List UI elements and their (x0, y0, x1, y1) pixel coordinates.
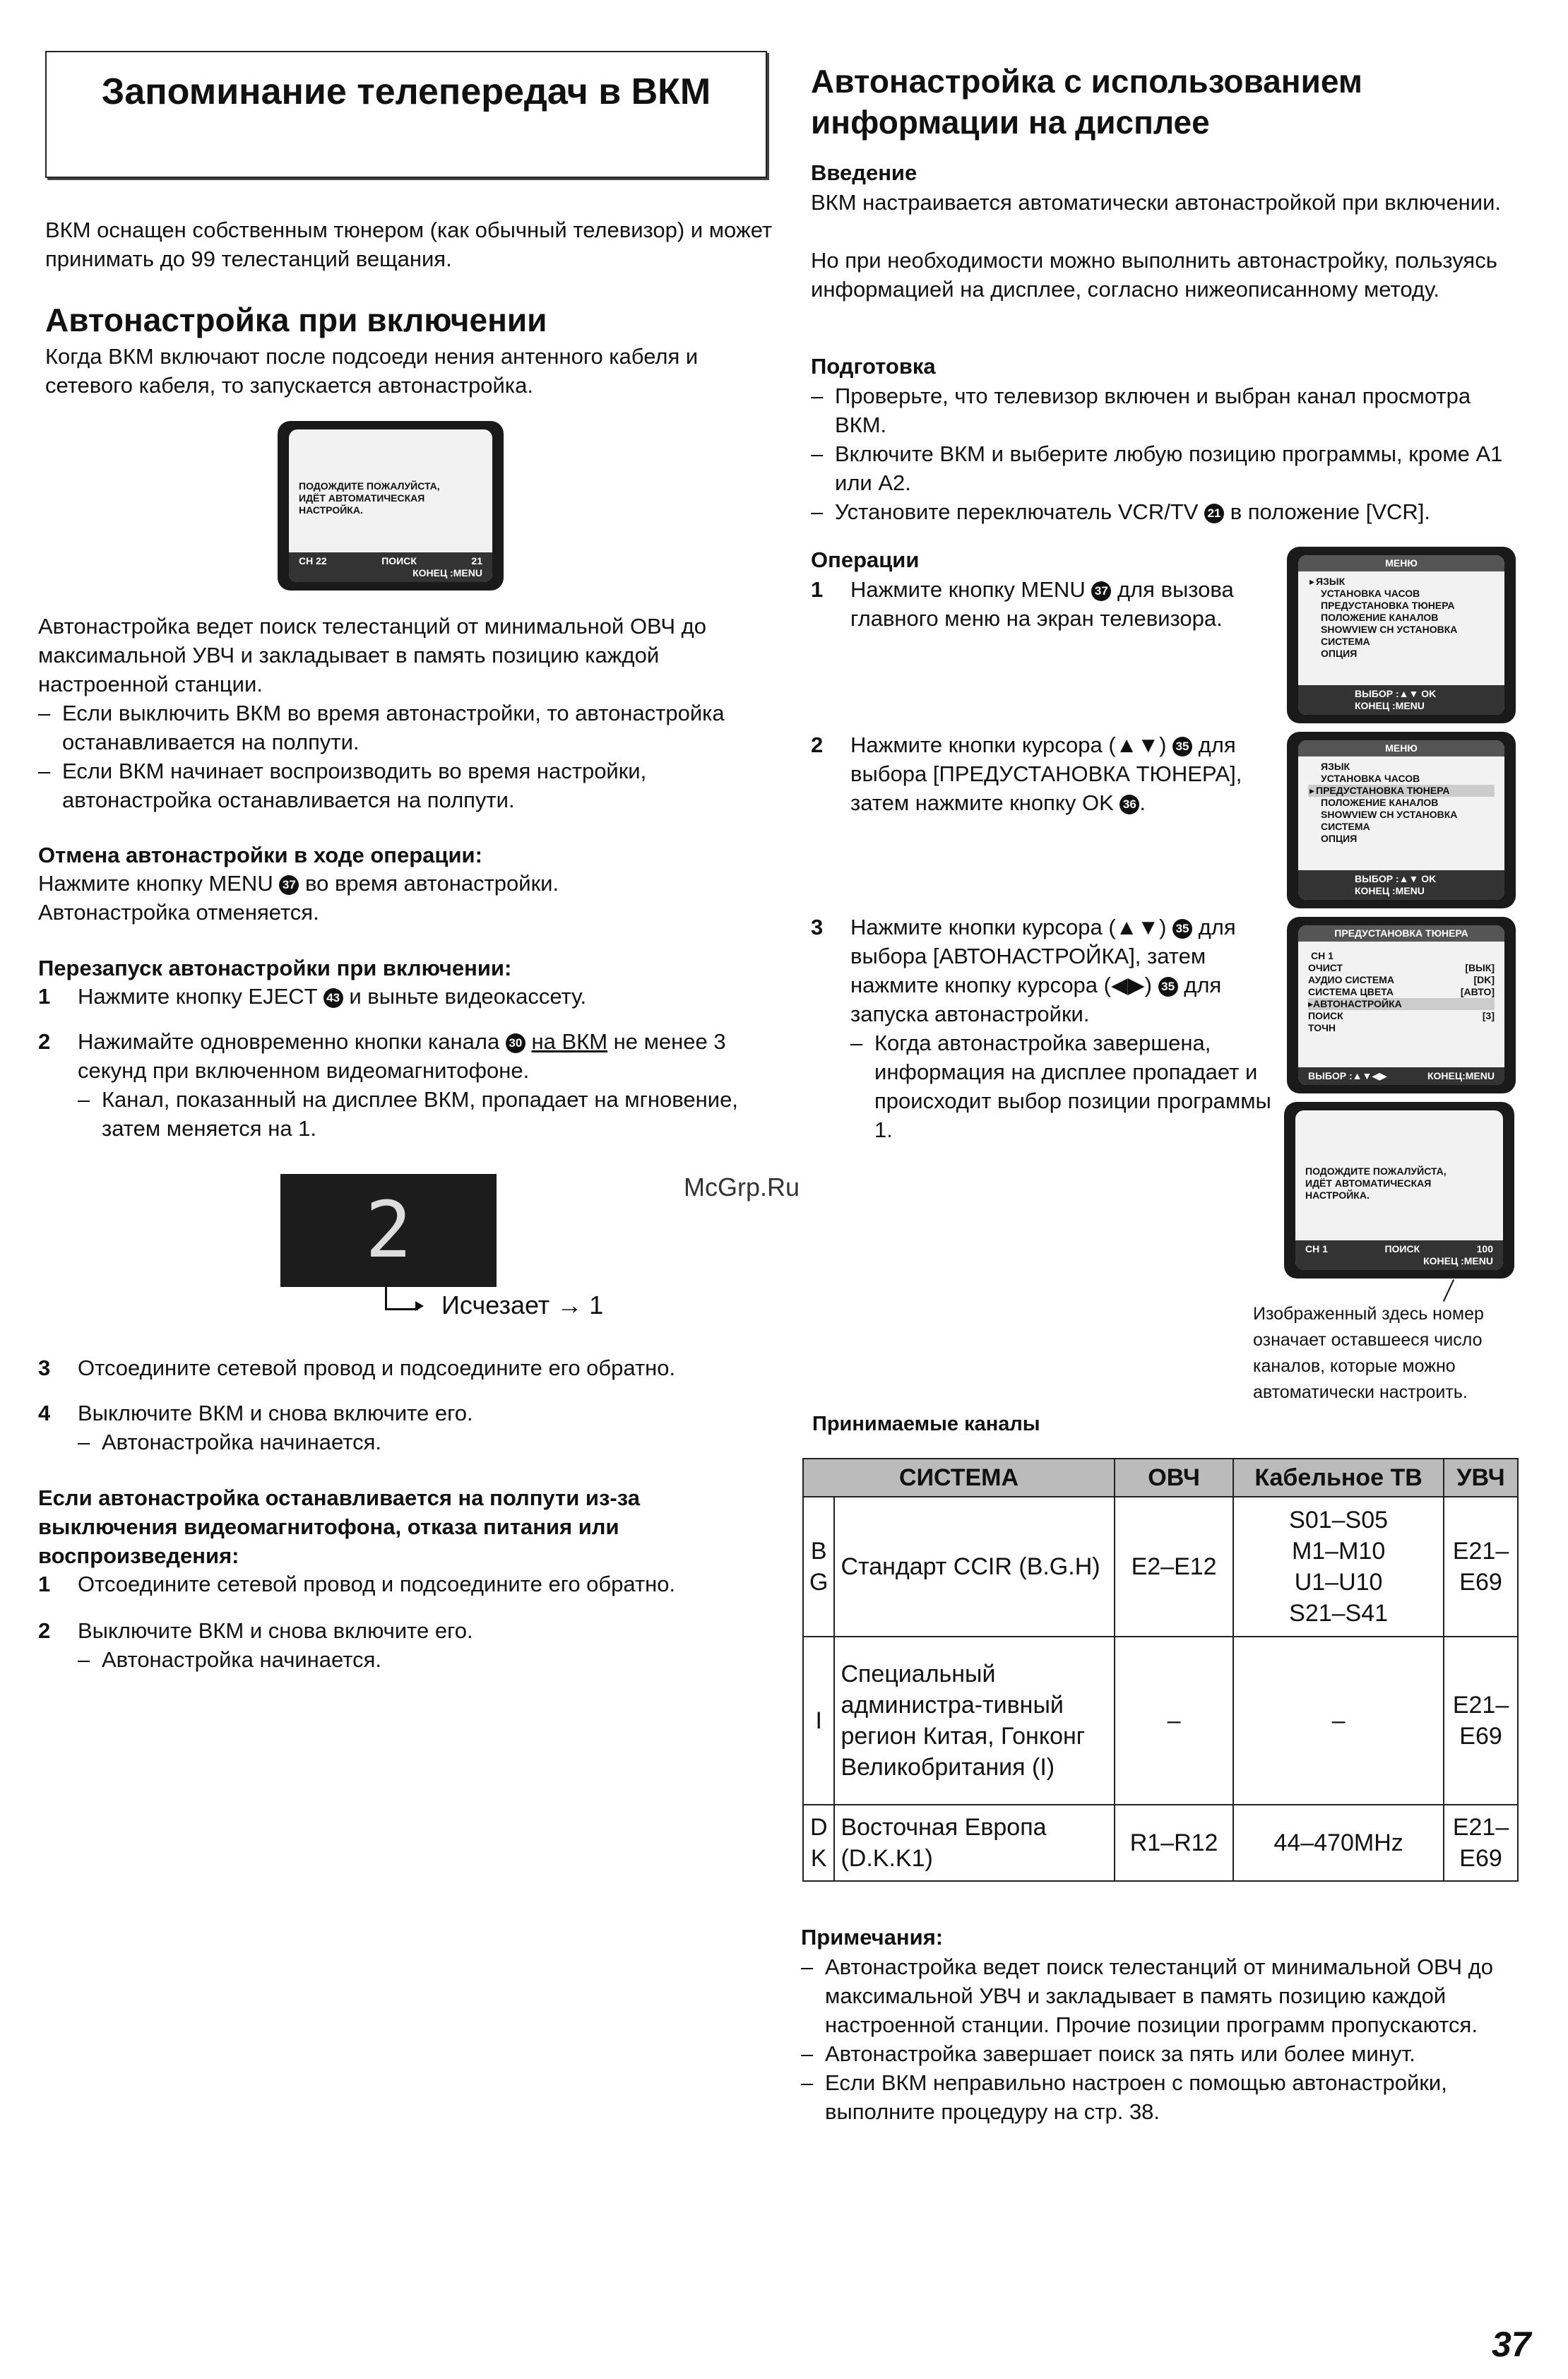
table-cell-cable: S01–S05 M1–M10 U1–U10 S21–S41 (1233, 1497, 1444, 1637)
menu-item: SHOWVIEW CH УСТАНОВКА (1321, 624, 1458, 635)
step-underline: на ВКМ (531, 1029, 608, 1054)
tv-screen-content (1298, 555, 1504, 715)
step-text-b: для вызова главного меню на экран телевизора. (850, 577, 1234, 631)
vcr-display (280, 1174, 497, 1287)
step-text-a: Нажмите кнопку EJECT (78, 984, 318, 1009)
menu-header: ПРЕДУСТАНОВКА ТЮНЕРА (1298, 925, 1504, 942)
step-text-a: Нажмите кнопки курсора (▲▼) (850, 732, 1167, 757)
menu-header: МЕНЮ (1298, 740, 1504, 757)
bullet-text: Проверьте, что телевизор включен и выбран канал просмотра ВКМ. (835, 384, 1471, 437)
prep-title: Подготовка (811, 354, 936, 379)
menu-footer-end: КОНЕЦ :MENU (1355, 700, 1425, 711)
op-step-1 (811, 575, 1277, 633)
menu-item: ▸ ПРЕДУСТАНОВКА ТЮНЕРА (1308, 785, 1495, 797)
pointer-line-icon (1443, 1279, 1454, 1302)
bullet-text-b: в положение [VCR]. (1230, 499, 1431, 524)
table-cell-vhf: – (1115, 1637, 1233, 1805)
cancel-text-b: во время автонастройки. (304, 871, 559, 896)
table-cell-system: Специальный администра-тивный регион Китая, Гонконг Великобритания (I) (834, 1637, 1115, 1805)
step-number: 1 (38, 1572, 51, 1596)
screen-end: КОНЕЦ :MENU (1423, 1255, 1493, 1266)
bullet-item: – Если выключить ВКМ во время автонастройки, то автонастройка останавливается на полпути. (38, 699, 773, 757)
screen-line: ИДЁТ АВТОМАТИЧЕСКАЯ (1305, 1177, 1432, 1189)
menu-footer-select: ВЫБОР :▲▼ OK (1355, 873, 1437, 884)
menu-footer-end: КОНЕЦ:MENU (1427, 1070, 1495, 1081)
step-number: 3 (811, 915, 824, 939)
menu-item: ОПЦИЯ (1321, 648, 1358, 659)
table-cell-code: B G (803, 1497, 834, 1637)
intro-text-2: Но при необходимости можно выполнить автонастройку, пользуясь информацией на дисплее, согласно нижеописанному методу. (811, 248, 1497, 302)
channel-button-icon: 30 (506, 1033, 525, 1053)
step-number: 3 (38, 1355, 51, 1380)
menu-item: ЯЗЫК (1321, 761, 1350, 772)
screen-line: НАСТРОЙКА. (299, 504, 363, 516)
tv-menu-screen-1 (1287, 547, 1516, 723)
table-cell-system: Стандарт CCIR (B.G.H) (834, 1497, 1115, 1637)
tv-tuner-preset-screen (1287, 917, 1516, 1093)
table-cell-system: Восточная Европа (D.K.K1) (834, 1805, 1115, 1881)
table-cell-cable: 44–470MHz (1233, 1805, 1444, 1881)
menu-row-value: [ВЫК] (1465, 962, 1495, 973)
restart-step-1 (38, 982, 773, 1011)
table-cell-vhf: R1–R12 (1115, 1805, 1233, 1881)
screen-status-bar (1295, 1240, 1503, 1270)
step-text: Отсоедините сетевой провод и подсоедините его обратно. (78, 1355, 676, 1380)
table-cell-uhf: E21–E69 (1444, 1497, 1518, 1637)
menu-item: ПОЛОЖЕНИЕ КАНАЛОВ (1321, 797, 1439, 808)
right-title: Автонастройка с использованием информации на дисплее (811, 63, 1362, 141)
screen-count: 21 (471, 555, 482, 566)
notes-list (801, 1952, 1514, 2126)
screen-line: ИДЁТ АВТОМАТИЧЕСКАЯ (299, 492, 425, 504)
section-title-autotune-on: Автонастройка при включении (45, 302, 547, 338)
bullet-text: Включите ВКМ и выберите любую позицию программы, кроме A1 или A2. (835, 441, 1503, 495)
menu-header: МЕНЮ (1298, 555, 1504, 571)
menu-footer-select: ВЫБОР :▲▼◀▶ (1308, 1070, 1387, 1081)
menu-row-value: [3] (1482, 1010, 1495, 1021)
display-arrow-icon (385, 1287, 418, 1310)
table-cell-vhf: E2–E12 (1115, 1497, 1233, 1637)
cancel-title: Отмена автонастройки в ходе операции: (38, 843, 482, 867)
page-title: Запоминание телепередач в ВКМ (101, 71, 711, 112)
cursor-button-icon: 35 (1172, 919, 1192, 939)
menu-channel: CH 1 (1311, 950, 1334, 961)
menu-item: ▸ ЯЗЫК (1308, 576, 1495, 588)
display-arrow-head-icon (415, 1301, 424, 1311)
menu-row-selected: ▸АВТОНАСТРОЙКА (1308, 998, 1495, 1010)
restart-step-2 (38, 1027, 773, 1143)
step-text-a: Нажмите кнопку MENU (850, 577, 1086, 602)
screen-line: НАСТРОЙКА. (1305, 1190, 1370, 1201)
menu-row-label: ОЧИСТ (1308, 962, 1343, 973)
menu-row (1308, 1010, 1495, 1022)
menu-item: SHOWVIEW CH УСТАНОВКА (1321, 809, 1458, 820)
table-row (803, 1637, 1518, 1805)
tv-screen-content (289, 429, 492, 582)
menu-item: УСТАНОВКА ЧАСОВ (1321, 588, 1420, 599)
stop-step-1 (38, 1570, 773, 1598)
step-number: 2 (38, 1029, 51, 1054)
menu-row (1308, 1022, 1495, 1034)
bullet-item: – Автонастройка начинается. (78, 1428, 473, 1457)
menu-button-icon: 37 (1091, 581, 1111, 601)
screen-channel: CH 22 (299, 555, 327, 566)
step-text-b: для выбора [ПРЕДУСТАНОВКА ТЮНЕРА], затем нажмите кнопку OK (850, 732, 1242, 815)
screen-line: ПОДОЖДИТЕ ПОЖАЛУЙСТА, (299, 480, 440, 492)
step-text-b: для выбора [АВТОНАСТРОЙКА], затем нажмите кнопку курсора (◀▶) (850, 915, 1236, 997)
note-item: – Если ВКМ неправильно настроен с помощью автонастройки, выполните процедуру на стр. 38. (801, 2068, 1514, 2126)
note-text: Автонастройка завершает поиск за пять или более минут. (825, 2041, 1415, 2066)
menu-item: СИСТЕМА (1321, 636, 1370, 647)
section-text-autotune-on: Когда ВКМ включают после подсоеди нения антенного кабеля и сетевого кабеля, то запускается автонастройка. (45, 344, 699, 398)
bullet-text: Автонастройка начинается. (102, 1647, 381, 1672)
menu-item: ОПЦИЯ (1321, 833, 1358, 844)
menu-row (1308, 962, 1495, 974)
stop-step-2 (38, 1616, 773, 1674)
table-header: СИСТЕМА (803, 1459, 1115, 1497)
bullet-text-a: Установите переключатель VCR/TV (835, 499, 1199, 524)
menu-item: ПОЛОЖЕНИЕ КАНАЛОВ (1321, 612, 1439, 623)
notes-title: Примечания: (801, 1925, 944, 1950)
screen-search: ПОИСК (1384, 1243, 1420, 1254)
table-title: Принимаемые каналы (812, 1413, 1040, 1435)
note-item: – Автонастройка ведет поиск телестанций от минимальной ОВЧ до максимальной УВЧ и закладывает в память позицию каждой настроенной станции. Прочие позиции программ пропускаются. (801, 1952, 1514, 2039)
menu-row-label: АВТОНАСТРОЙКА (1313, 998, 1402, 1009)
bullet-text: Если ВКМ начинает воспроизводить во время настройки, автонастройка останавливается на полпути. (62, 759, 647, 812)
display-caption: Исчезает → 1 (441, 1291, 604, 1319)
menu-footer (1298, 870, 1504, 900)
cancel-text-c: Автонастройка отменяется. (38, 900, 319, 925)
intro-text-1: ВКМ настраивается автоматически автонастройкой при включении. (811, 190, 1502, 215)
note-text: Автонастройка ведет поиск телестанций от минимальной ОВЧ до максимальной УВЧ и закладывает в память позицию каждой настроенной станции. Прочие позиции программ пропускаются. (825, 1954, 1493, 2037)
menu-row (1308, 974, 1495, 986)
screen-channel: CH 1 (1305, 1243, 1328, 1254)
ok-button-icon: 36 (1119, 795, 1139, 814)
screen-status-bar (289, 552, 492, 582)
menu-button-icon: 37 (279, 875, 299, 895)
table-row (803, 1805, 1518, 1881)
menu-footer-end: КОНЕЦ :MENU (1355, 885, 1425, 896)
step-text-a: Нажмите кнопки курсора (▲▼) (850, 915, 1167, 939)
step-text: Отсоедините сетевой провод и подсоедините его обратно. (78, 1572, 676, 1596)
step-number: 1 (38, 984, 51, 1009)
prep-list (811, 381, 1524, 526)
cursor-button-icon: 35 (1172, 737, 1192, 757)
screen-count: 100 (1476, 1243, 1493, 1254)
op-step-2: 2 Нажмите кнопки курсора (▲▼) 35 для выбора [ПРЕДУСТАНОВКА ТЮНЕРА], затем нажмите кнопку OK 36 . (811, 730, 1277, 817)
bullet-text: Если выключить ВКМ во время автонастройки, то автонастройка останавливается на полпути. (62, 701, 725, 754)
note-item: – Автонастройка завершает поиск за пять или более минут. (801, 2039, 1514, 2068)
table-cell-uhf: E21–E69 (1444, 1637, 1518, 1805)
step-number: 2 (38, 1618, 51, 1643)
note-text: Если ВКМ неправильно настроен с помощью автонастройки, выполните процедуру на стр. 38. (825, 2070, 1447, 2124)
menu-footer-select: ВЫБОР :▲▼ OK (1355, 688, 1437, 699)
table-cell-code: I (803, 1637, 834, 1805)
eject-button-icon: 43 (323, 988, 343, 1008)
menu-row-label: АУДИО СИСТЕМА (1308, 974, 1394, 985)
page-number: 37 (1492, 2325, 1531, 2364)
ops-title: Операции (811, 547, 920, 572)
bullet-list-autotune (38, 699, 773, 814)
step-number: 1 (811, 577, 824, 602)
menu-row-label: СИСТЕМА ЦВЕТА (1308, 986, 1394, 997)
step-text-c: для запуска автонастройки. (850, 973, 1222, 1026)
screen-search: ПОИСК (381, 555, 417, 566)
bullet-text: Канал, показанный на дисплее ВКМ, пропадает на мгновение, затем меняется на 1. (102, 1087, 738, 1141)
table-header-row (803, 1459, 1518, 1497)
tv-screen-content (1298, 740, 1504, 900)
restart-step-4 (38, 1399, 773, 1457)
menu-row-value: [АВТО] (1460, 986, 1495, 997)
step-text-b: не менее 3 секунд при включенном видеомагнитофоне. (78, 1029, 726, 1083)
table-cell-code: D K (803, 1805, 834, 1881)
table-cell-cable: – (1233, 1637, 1444, 1805)
table-row (803, 1497, 1518, 1637)
bullet-item: – Установите переключатель VCR/TV 21 в положение [VCR]. (811, 499, 1431, 524)
bullet-item: – Если ВКМ начинает воспроизводить во время настройки, автонастройка останавливается на полпути. (38, 757, 773, 814)
menu-row (1308, 986, 1495, 998)
table-header: Кабельное ТВ (1233, 1459, 1444, 1497)
bullet-item: – Когда автонастройка завершена, информация на дисплее пропадает и происходит выбор позиции программы 1. (850, 1028, 1277, 1144)
step-text: Выключите ВКМ и снова включите его. (78, 1401, 473, 1425)
menu-item: ПРЕДУСТАНОВКА ТЮНЕРА (1321, 600, 1455, 611)
intro-paragraph: ВКМ оснащен собственным тюнером (как обычный телевизор) и может принимать до 99 телестанций вещания. (45, 218, 773, 271)
table-header: УВЧ (1444, 1459, 1518, 1497)
intro-title: Введение (811, 160, 917, 185)
vcr-tv-switch-icon: 21 (1204, 504, 1224, 523)
menu-row-label: ТОЧН (1308, 1022, 1336, 1033)
menu-item: УСТАНОВКА ЧАСОВ (1321, 773, 1420, 784)
op-step-3 (811, 913, 1277, 1144)
para-autotune-range: Автонастройка ведет поиск телестанций от минимальной ОВЧ до максимальной УВЧ и закладывает в память позицию каждой настроенной станции. (38, 614, 706, 696)
table-cell-uhf: E21–E69 (1444, 1805, 1518, 1881)
cancel-text (38, 869, 773, 927)
restart-step-3 (38, 1353, 773, 1382)
bullet-item: – Автонастройка начинается. (78, 1645, 473, 1674)
step-text-a: Нажимайте одновременно кнопки канала (78, 1029, 500, 1054)
menu-item: СИСТЕМА (1321, 821, 1370, 832)
menu-footer (1298, 685, 1504, 715)
restart-title: Перезапуск автонастройки при включении: (38, 956, 512, 980)
tv-screen-content (1295, 1110, 1503, 1270)
screen-end: КОНЕЦ :MENU (412, 567, 482, 579)
step-number: 4 (38, 1401, 51, 1425)
step-text-b: и выньте видеокассету. (349, 984, 587, 1009)
step-text: Выключите ВКМ и снова включите его. (78, 1618, 473, 1643)
channels-table (802, 1458, 1519, 1882)
menu-row-value: [DK] (1473, 974, 1495, 985)
screen-line: ПОДОЖДИТЕ ПОЖАЛУЙСТА, (1305, 1165, 1447, 1177)
tv-menu-screen-2 (1287, 732, 1516, 908)
bullet-item: – Проверьте, что телевизор включен и выбран канал просмотра ВКМ. (811, 381, 1524, 439)
bullet-text: Автонастройка начинается. (102, 1430, 381, 1454)
cursor-button-icon: 35 (1158, 977, 1178, 997)
watermark: McGrp.Ru (684, 1173, 800, 1202)
tv-screen-autotune (278, 421, 504, 591)
bullet-item: – Канал, показанный на дисплее ВКМ, пропадает на мгновение, затем меняется на 1. (78, 1085, 773, 1143)
menu-footer (1298, 1067, 1504, 1085)
screen-note: Изображенный здесь номер означает оставшееся число каналов, которые можно автоматически настроить. (1253, 1304, 1484, 1402)
tv-screen-autotune-progress (1284, 1102, 1514, 1279)
tv-screen-content (1298, 925, 1504, 1085)
menu-row-label: ПОИСК (1308, 1010, 1343, 1021)
bullet-text: Когда автонастройка завершена, информация на дисплее пропадает и происходит выбор позиции программы 1. (874, 1031, 1271, 1142)
stop-title: Если автонастройка останавливается на полпути из-за выключения видеомагнитофона, отказа питания или воспроизведения: (38, 1485, 640, 1568)
bullet-item: – Включите ВКМ и выберите любую позицию программы, кроме A1 или A2. (811, 439, 1524, 497)
cancel-text-a: Нажмите кнопку MENU (38, 871, 273, 896)
vcr-display-digit: 2 (365, 1185, 412, 1275)
step-number: 2 (811, 732, 824, 757)
table-header: ОВЧ (1115, 1459, 1233, 1497)
page-title-box (45, 51, 767, 178)
